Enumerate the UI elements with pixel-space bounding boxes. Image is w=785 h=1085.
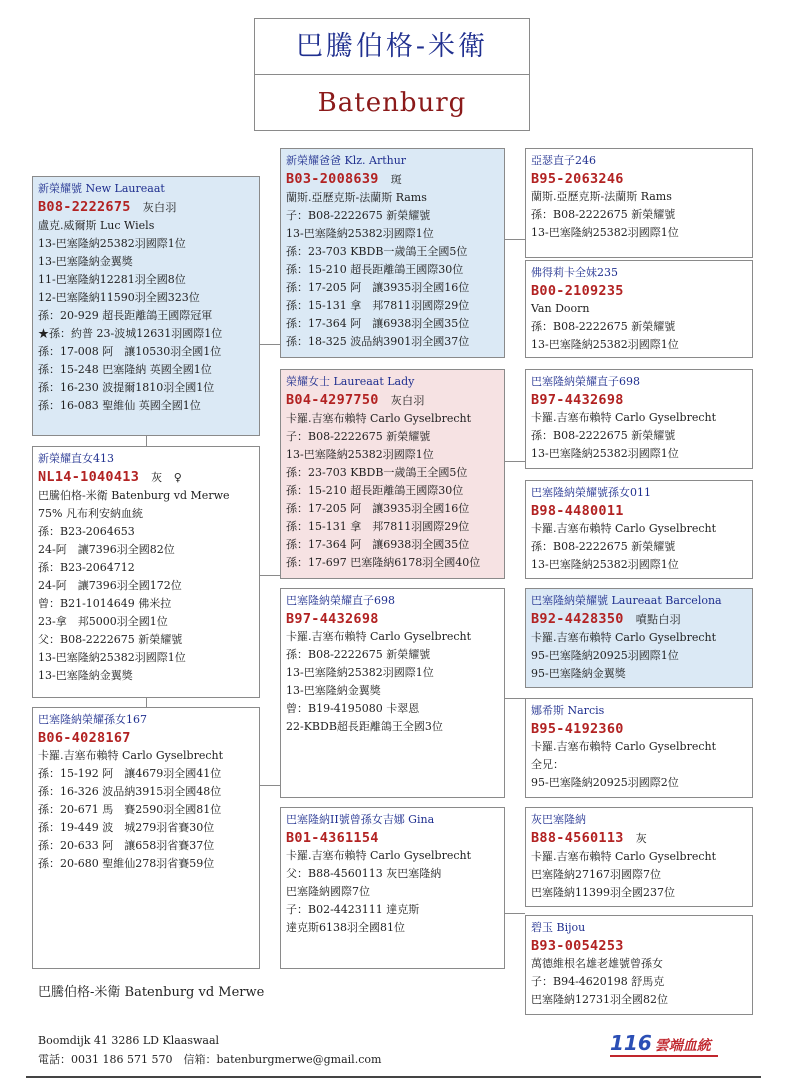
card-line: 巴塞隆納12731羽全國82位 bbox=[531, 993, 668, 1006]
card-line: 孫：18-325 波品納3901羽全國37位 bbox=[286, 335, 470, 348]
card-line: 孫：16-083 聖維仙 英國全國1位 bbox=[38, 399, 201, 412]
grandsire-card[interactable] bbox=[280, 588, 505, 798]
card-line: 巴塞隆納國際7位 bbox=[286, 885, 370, 898]
owner-name: 巴騰伯格-米衛 Batenburg vd Merwe bbox=[38, 985, 265, 1000]
ring-number: B06-4028167 bbox=[38, 730, 131, 746]
connector-line bbox=[146, 698, 147, 707]
card-line: 13-巴塞隆納25382羽國際1位 bbox=[38, 237, 186, 250]
contact-line: 電話：0031 186 571 570 信箱：batenburgmerwe@gmail.com bbox=[38, 1053, 382, 1066]
ancestor-card[interactable] bbox=[525, 915, 753, 1015]
card-line: 孫：17-364 阿 讓6938羽全國35位 bbox=[286, 538, 470, 551]
ring-number: B00-2109235 bbox=[531, 283, 624, 299]
card-line: 孫：15-192 阿 讓4679羽全國41位 bbox=[38, 767, 222, 780]
card-title: 新榮耀直女413 bbox=[38, 452, 114, 465]
grandsire-card[interactable] bbox=[280, 148, 505, 358]
card-line: 卡羅.吉塞布賴特 Carlo Gyselbrecht bbox=[531, 740, 717, 753]
card-line: 孫：17-008 阿 讓10530羽全國1位 bbox=[38, 345, 222, 358]
card-title: 巴塞隆納榮耀直子698 bbox=[531, 375, 640, 388]
card-title: 灰巴塞隆納 bbox=[531, 813, 586, 826]
card-line: 萬德維根名雄老雄號曾孫女 bbox=[531, 957, 663, 970]
plumage-color: 噴點白羽 bbox=[635, 613, 681, 626]
card-title: 巴塞隆納榮耀直子698 bbox=[286, 594, 395, 607]
card-title: 巴塞隆納榮耀孫女167 bbox=[38, 713, 147, 726]
ring-number: B08-2222675 bbox=[38, 199, 131, 215]
card-line: 95-巴塞隆納20925羽國際2位 bbox=[531, 776, 679, 789]
ring-number: B03-2008639 bbox=[286, 171, 379, 187]
card-line: 孫：23-703 KBDB一歲鴿王全國5位 bbox=[286, 245, 468, 258]
connector-line bbox=[505, 239, 525, 240]
granddam-card[interactable] bbox=[280, 369, 505, 579]
ring-number: B88-4560113 bbox=[531, 830, 624, 846]
card-line: 孫：17-697 巴塞隆納6178羽全國40位 bbox=[286, 556, 481, 569]
card-line: 父：B88-4560113 灰巴塞隆納 bbox=[286, 867, 442, 880]
card-line: 95-巴塞隆納20925羽國際1位 bbox=[531, 649, 679, 662]
ring-number: B97-4432698 bbox=[286, 611, 379, 627]
connector-line bbox=[146, 436, 147, 446]
card-line: 孫：B23-2064712 bbox=[38, 561, 135, 574]
card-line: 孫：20-929 超長距離鴿王國際冠軍 bbox=[38, 309, 213, 322]
logo-text: 雲端血統 bbox=[654, 1038, 711, 1054]
card-line: 12-巴塞隆納11590羽全國323位 bbox=[38, 291, 200, 304]
card-line: 23-拿 邦5000羽全國1位 bbox=[38, 615, 168, 628]
card-line: 13-巴塞隆納金翼獎 bbox=[286, 684, 381, 697]
card-line: 孫：15-210 超長距離鴿王國際30位 bbox=[286, 484, 464, 497]
card-line: 卡羅.吉塞布賴特 Carlo Gyselbrecht bbox=[286, 849, 472, 862]
ring-number: NL14-1040413 bbox=[38, 469, 140, 485]
card-line: 子：B94-4620198 舒馬克 bbox=[531, 975, 665, 988]
card-line: 巴塞隆納27167羽國際7位 bbox=[531, 868, 661, 881]
ancestor-card[interactable] bbox=[525, 260, 753, 358]
card-line: 卡羅.吉塞布賴特 Carlo Gyselbrecht bbox=[38, 749, 224, 762]
card-title: 亞瑟直子246 bbox=[531, 154, 596, 167]
card-title: 碧玉 Bijou bbox=[531, 921, 586, 934]
granddam-card[interactable] bbox=[280, 807, 505, 969]
connector-line bbox=[505, 698, 525, 699]
card-line: Van Doorn bbox=[531, 302, 590, 315]
card-line: 卡羅.吉塞布賴特 Carlo Gyselbrecht bbox=[531, 631, 717, 644]
card-line: 11-巴塞隆納12281羽全國8位 bbox=[38, 273, 186, 286]
connector-line bbox=[505, 461, 525, 462]
dam-card[interactable] bbox=[32, 707, 260, 969]
card-title: 娜希斯 Narcis bbox=[531, 704, 605, 717]
card-line: 達克斯6138羽全國81位 bbox=[286, 921, 405, 934]
card-line: 曾：B21-1014649 佛米拉 bbox=[38, 597, 172, 610]
logo-underline bbox=[610, 1055, 718, 1057]
plumage-color: 斑 bbox=[390, 173, 403, 186]
card-line: 蘭斯.亞歷克斯-法蘭斯 Rams bbox=[286, 191, 427, 204]
card-line: 13-巴塞隆納25382羽國際1位 bbox=[531, 338, 679, 351]
card-line: 孫：20-633 阿 讓658羽省賽37位 bbox=[38, 839, 215, 852]
logo-number: 116 bbox=[610, 1031, 652, 1055]
card-line: 子：B08-2222675 新榮耀號 bbox=[286, 430, 431, 443]
card-line: 孫：23-703 KBDB一歲鴿王全國5位 bbox=[286, 466, 468, 479]
card-line: 13-巴塞隆納25382羽國際1位 bbox=[38, 651, 186, 664]
ancestor-card[interactable] bbox=[525, 698, 753, 798]
brand-logo bbox=[610, 1031, 711, 1055]
card-title: 新榮耀爸爸 Klz. Arthur bbox=[286, 154, 407, 167]
ring-number: B92-4428350 bbox=[531, 611, 624, 627]
connector-line bbox=[260, 344, 280, 345]
card-line: 盧克.威爾斯 Luc Wiels bbox=[38, 219, 155, 232]
plumage-color: 灰 ♀ bbox=[151, 471, 183, 484]
card-line: 孫：15-131 拿 邦7811羽國際29位 bbox=[286, 299, 470, 312]
card-line: 子：B02-4423111 達克斯 bbox=[286, 903, 420, 916]
card-line: 13-巴塞隆納金翼獎 bbox=[38, 669, 133, 682]
card-line: 孫：20-680 聖維仙278羽省賽59位 bbox=[38, 857, 215, 870]
card-line: 父：B08-2222675 新榮耀號 bbox=[38, 633, 183, 646]
card-line: 13-巴塞隆納25382羽國際1位 bbox=[286, 666, 434, 679]
card-line: 孫：20-671 馬 賽2590羽全國81位 bbox=[38, 803, 222, 816]
ring-number: B98-4480011 bbox=[531, 503, 624, 519]
card-line: 孫：B08-2222675 新榮耀號 bbox=[531, 540, 676, 553]
subject-card[interactable] bbox=[32, 446, 260, 698]
card-line: 卡羅.吉塞布賴特 Carlo Gyselbrecht bbox=[286, 630, 472, 643]
card-title: 佛得莉卡全妹235 bbox=[531, 266, 618, 279]
card-line: 孫：16-326 波品納3915羽全國48位 bbox=[38, 785, 222, 798]
card-line: 巴塞隆納11399羽全國237位 bbox=[531, 886, 675, 899]
card-line: 孫：15-131 拿 邦7811羽國際29位 bbox=[286, 520, 470, 533]
card-line: 卡羅.吉塞布賴特 Carlo Gyselbrecht bbox=[531, 850, 717, 863]
card-line: 巴騰伯格-米衛 Batenburg vd Merwe bbox=[38, 489, 230, 502]
card-line: 卡羅.吉塞布賴特 Carlo Gyselbrecht bbox=[531, 411, 717, 424]
card-line: 孫：B23-2064653 bbox=[38, 525, 135, 538]
plumage-color: 灰白羽 bbox=[390, 394, 425, 407]
connector-line bbox=[260, 785, 280, 786]
loft-name-chinese: 巴騰伯格-米衛 bbox=[255, 19, 529, 75]
card-line: 95-巴塞隆納金翼獎 bbox=[531, 667, 626, 680]
ring-number: B97-4432698 bbox=[531, 392, 624, 408]
sire-card[interactable] bbox=[32, 176, 260, 436]
card-line: 孫：19-449 波 城279羽省賽30位 bbox=[38, 821, 215, 834]
card-line: 13-巴塞隆納25382羽國際1位 bbox=[531, 226, 679, 239]
ring-number: B95-4192360 bbox=[531, 721, 624, 737]
connector-line bbox=[505, 913, 525, 914]
card-line: 孫：15-210 超長距離鴿王國際30位 bbox=[286, 263, 464, 276]
ancestor-card[interactable] bbox=[525, 369, 753, 469]
card-line: 蘭斯.亞歷克斯-法蘭斯 Rams bbox=[531, 190, 672, 203]
card-title: 巴塞隆納榮耀號孫女011 bbox=[531, 486, 651, 499]
ancestor-card[interactable] bbox=[525, 480, 753, 579]
address-line: Boomdijk 41 3286 LD Klaaswaal bbox=[38, 1034, 220, 1047]
card-line: 孫：B08-2222675 新榮耀號 bbox=[286, 648, 431, 661]
ancestor-card[interactable] bbox=[525, 807, 753, 907]
card-line: 全兄： bbox=[531, 758, 564, 771]
plumage-color: 灰白羽 bbox=[142, 201, 177, 214]
card-title: 巴塞隆納II號曾孫女吉娜 Gina bbox=[286, 813, 435, 826]
card-line: 22-KBDB超長距離鴿王全國3位 bbox=[286, 720, 443, 733]
card-line: 孫：16-230 波提爾1810羽全國1位 bbox=[38, 381, 215, 394]
card-line: 13-巴塞隆納25382羽國際1位 bbox=[531, 558, 679, 571]
card-line: 13-巴塞隆納25382羽國際1位 bbox=[531, 447, 679, 460]
card-line: 孫：17-364 阿 讓6938羽全國35位 bbox=[286, 317, 470, 330]
connector-line bbox=[260, 575, 280, 576]
ring-number: B95-2063246 bbox=[531, 171, 624, 187]
ring-number: B93-0054253 bbox=[531, 938, 624, 954]
ancestor-card[interactable] bbox=[525, 588, 753, 688]
card-line: 24-阿 讓7396羽全國172位 bbox=[38, 579, 182, 592]
ring-number: B04-4297750 bbox=[286, 392, 379, 408]
card-line: ★孫：約普 23-波城12631羽國際1位 bbox=[38, 327, 223, 340]
card-line: 13-巴塞隆納25382羽國際1位 bbox=[286, 448, 434, 461]
card-line: 孫：15-248 巴塞隆納 英國全國1位 bbox=[38, 363, 212, 376]
card-line: 卡羅.吉塞布賴特 Carlo Gyselbrecht bbox=[531, 522, 717, 535]
card-title: 巴塞隆納榮耀號 Laureaat Barcelona bbox=[531, 594, 722, 607]
ancestor-card[interactable] bbox=[525, 148, 753, 258]
card-line: 24-阿 讓7396羽全國82位 bbox=[38, 543, 175, 556]
card-line: 13-巴塞隆納25382羽國際1位 bbox=[286, 227, 434, 240]
card-line: 75% 凡布利安納血統 bbox=[38, 507, 143, 520]
card-line: 孫：17-205 阿 讓3935羽全國16位 bbox=[286, 281, 470, 294]
card-line: 卡羅.吉塞布賴特 Carlo Gyselbrecht bbox=[286, 412, 472, 425]
card-line: 孫：B08-2222675 新榮耀號 bbox=[531, 208, 676, 221]
pedigree-header bbox=[254, 18, 530, 131]
ring-number: B01-4361154 bbox=[286, 830, 379, 846]
loft-name-english: Batenburg bbox=[317, 88, 467, 118]
card-line: 孫：B08-2222675 新榮耀號 bbox=[531, 429, 676, 442]
contact-block bbox=[38, 1031, 381, 1069]
card-line: 子：B08-2222675 新榮耀號 bbox=[286, 209, 431, 222]
card-title: 新榮耀號 New Laureaat bbox=[38, 182, 165, 195]
card-line: 孫：17-205 阿 讓3935羽全國16位 bbox=[286, 502, 470, 515]
card-line: 13-巴塞隆納金翼獎 bbox=[38, 255, 133, 268]
plumage-color: 灰 bbox=[635, 832, 648, 845]
card-line: 曾：B19-4195080 卡翠恩 bbox=[286, 702, 420, 715]
card-title: 榮耀女士 Laureaat Lady bbox=[286, 375, 415, 388]
bottom-divider bbox=[26, 1076, 761, 1078]
card-line: 孫：B08-2222675 新榮耀號 bbox=[531, 320, 676, 333]
